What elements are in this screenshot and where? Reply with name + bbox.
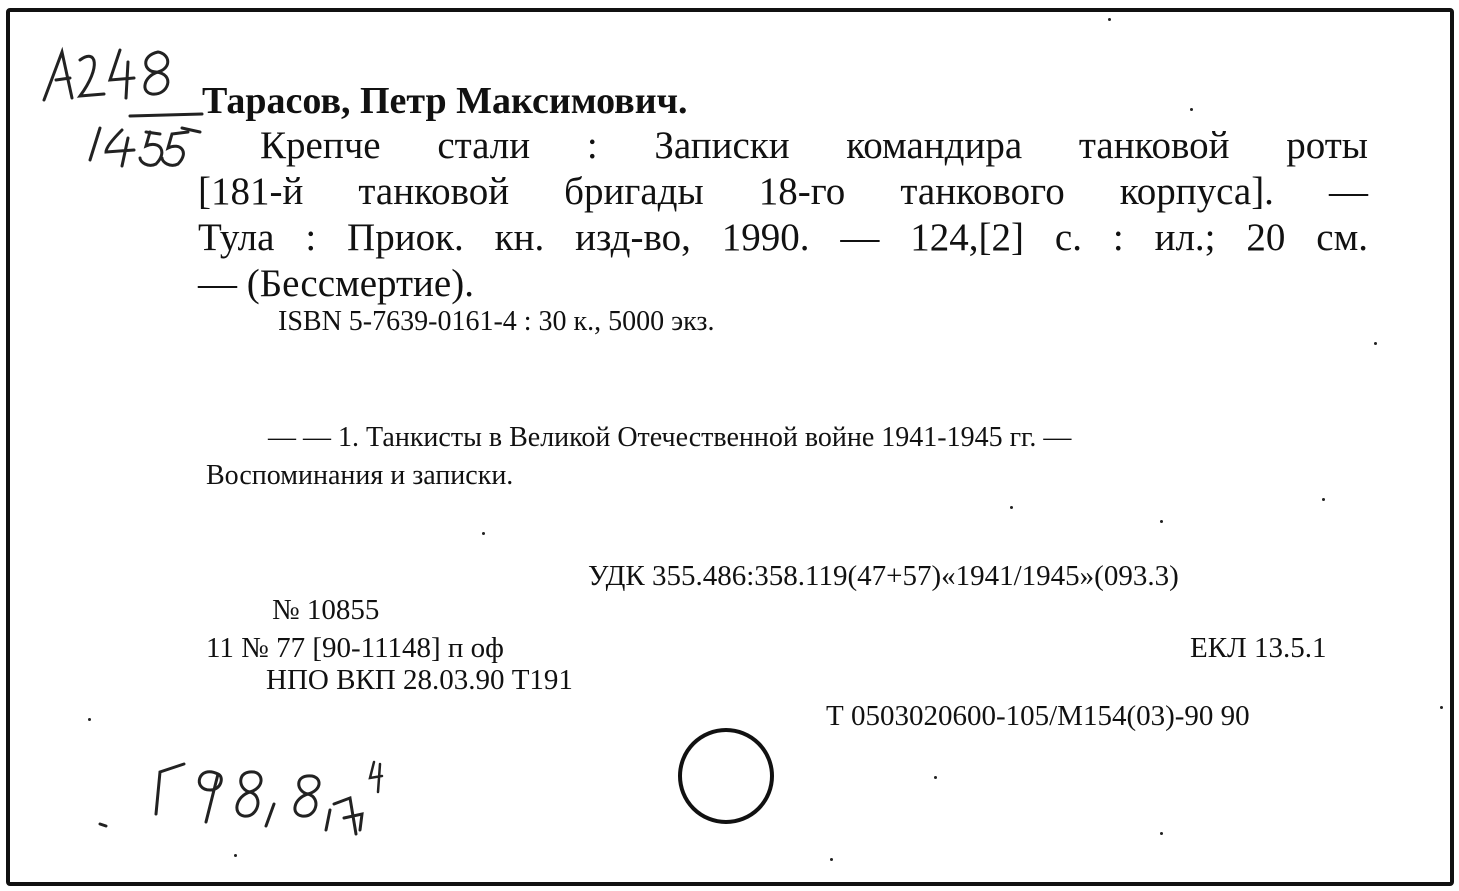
scan-speck [1160, 520, 1163, 523]
scan-speck [1440, 706, 1443, 709]
author-heading: Тарасов, Петр Максимович. [202, 80, 688, 122]
ekl-code: ЕКЛ 13.5.1 [1190, 632, 1327, 664]
isbn-line: ISBN 5-7639-0161-4 : 30 к., 5000 экз. [278, 306, 715, 337]
scan-speck [1010, 506, 1013, 509]
scan-speck [88, 718, 91, 721]
subject-heading-line-1: — — 1. Танкисты в Великой Отечественной войне 1941-1945 гг. — [268, 422, 1072, 453]
title-line-1: Крепче стали : Записки командира танковой роты [260, 124, 1368, 167]
catalog-card [6, 8, 1454, 886]
scan-speck [1108, 18, 1111, 21]
title-line-4: — (Бессмертие). [198, 262, 474, 305]
subject-heading-line-2: Воспоминания и записки. [206, 460, 514, 491]
scan-speck [1322, 498, 1325, 501]
handwritten-shelf-mark [98, 734, 418, 844]
publisher-t-code: Т 0503020600-105/М154(03)-90 90 [826, 700, 1250, 732]
title-line-3: Тула : Приок. кн. изд-во, 1990. — 124,[2] с. : ил.; 20 см. [198, 216, 1368, 259]
scan-speck [830, 858, 833, 861]
scan-speck [1160, 832, 1163, 835]
order-line: 11 № 77 [90-11148] п оф [206, 632, 504, 664]
scan-speck [482, 532, 485, 535]
inventory-number: № 10855 [272, 594, 380, 626]
punch-hole [678, 728, 774, 824]
scan-speck [1374, 342, 1377, 345]
scan-speck [934, 776, 937, 779]
udc-classification: УДК 355.486:358.119(47+57)«1941/1945»(093.3) [588, 560, 1179, 592]
handwritten-top-number [36, 42, 216, 172]
title-line-2: [181-й танковой бригады 18-го танкового корпуса]. — [198, 170, 1368, 213]
scan-speck [1190, 108, 1193, 111]
npo-line: НПО ВКП 28.03.90 Т191 [266, 664, 573, 696]
scan-speck [234, 854, 237, 857]
